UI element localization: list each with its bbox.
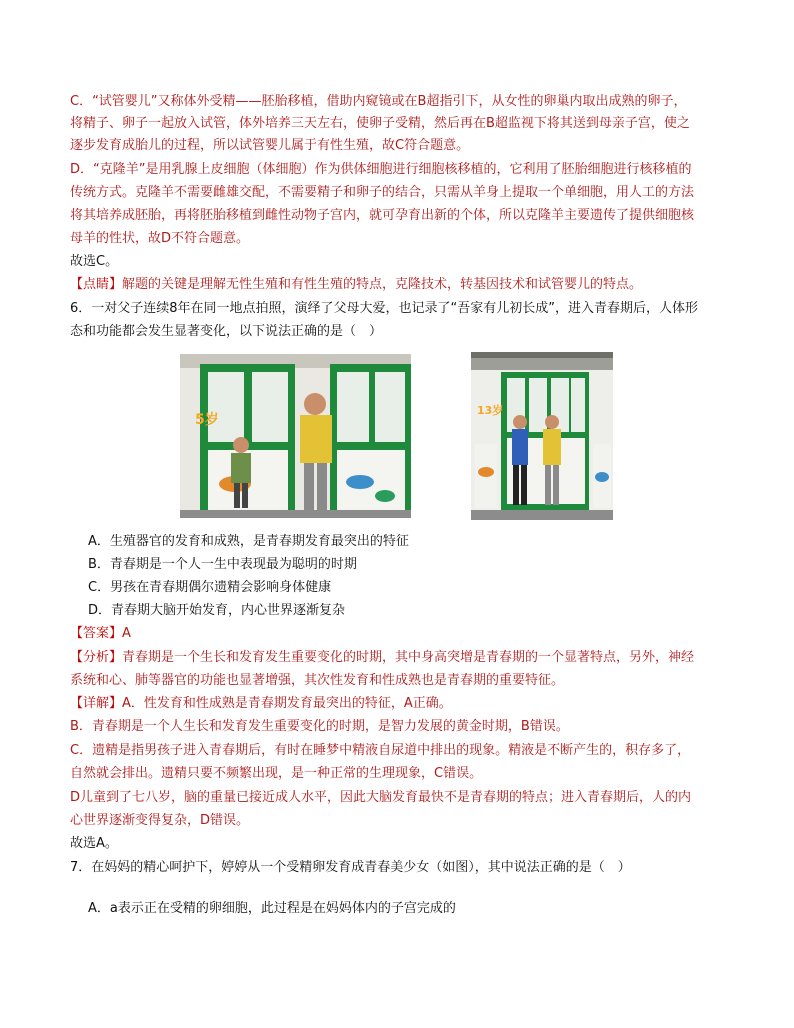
age-label: 13岁 [477,404,504,417]
analysis-text: 青春期是一个生长和发育发生重要变化的时期，其中身高突增是青春期的一个显著特点，另外，神经 [122,650,695,665]
answer-line [70,624,730,644]
text-line: 心世界逐渐变得复杂，D错误。 [70,813,250,828]
question-6-line1: 6．一对父子连续8年在同一地点拍照，演绎了父母大爱，也记录了“吾家有儿初长成”，进入青春期后，人体形 [70,301,699,316]
text-line: 将其培养成胚胎，再将胚胎移植到雌性动物子宫内，就可孕育出新的个体，所以克隆羊主要遗传了提供细胞核 [70,208,695,223]
answer-value: A [122,626,131,641]
question-6-line2: 态和功能都会发生显著变化，以下说法正确的是（ ） [70,324,383,339]
text-line: 将精子、卵子一起放入试管，体外培养三天左右，使卵子受精，然后再在B超监视下将其送到母亲子宫，使之 [70,116,690,131]
option-a: A．生殖器官的发育和成熟，是青春期发育最突出的特征 [88,534,409,549]
section-tag: 【点睛】 [70,277,123,292]
text-line: 母羊的性状，故D不符合题意。 [70,231,250,246]
age-label: 5岁 [195,412,219,428]
text-line: B．青春期是一个人生长和发育发生重要变化的时期，是智力发展的黄金时期，B错误。 [70,719,569,734]
detail-tag: 【详解】 [70,696,123,711]
option-d: D．青春期大脑开始发育，内心世界逐渐复杂 [88,603,346,618]
photo-age-13 [471,352,613,520]
text-line: 传统方式。克隆羊不需要雌雄交配，不需要精子和卵子的结合，只需从羊身上提取一个单细胞，用人工的方法 [70,185,695,200]
analysis-tag: 【分析】 [70,650,123,665]
section-text: 解题的关键是理解无性生殖和有性生殖的特点，克隆技术，转基因技术和试管婴儿的特点。 [122,277,643,292]
analysis-line [70,648,730,668]
question-7-option-a: A．a表示正在受精的卵细胞，此过程是在妈妈体内的子宫完成的 [88,901,456,916]
text-line: 自然就会排出。遗精只要不频繁出现，是一种正常的生理现象，C错误。 [70,766,483,781]
detail-text: A．性发育和性成熟是青春期发育最突出的特征，A正确。 [122,696,452,711]
answer-tag: 【答案】 [70,626,123,641]
option-b: B．青春期是一个人一生中表现最为聪明的时期 [88,557,357,572]
option-c: C．男孩在青春期偶尔遗精会影响身体健康 [88,580,332,595]
text-line: 逐步发育成胎儿的过程，所以试管婴儿属于有性生殖，故C符合题意。 [70,138,470,153]
text-line: D．“克隆羊”是用乳腺上皮细胞（体细胞）作为供体细胞进行细胞核移植的，它利用了胚胎细胞进行核移植的 [70,162,692,177]
text-line: 故选C。 [70,254,119,269]
text-line: C．遗精是指男孩子进入青春期后，有时在睡梦中精液自尿道中排出的现象。精液是不断产生的，积存多了， [70,743,691,758]
photo-age-5 [180,354,411,518]
text-line: 系统和心、肺等器官的功能也显著增强，其次性发育和性成熟也是青春期的重要特征。 [70,673,565,688]
text-line: 故选A。 [70,836,118,851]
text-line: D儿童到了七八岁，脑的重量已接近成人水平，因此大脑发育最快不是青春期的特点；进入青春期后，人的内 [70,790,692,805]
text-line [70,275,730,295]
text-line: C．“试管婴儿”又称体外受精——胚胎移植，借助内窥镜或在B超指引下，从女性的卵巢内取出成熟的卵子， [70,94,687,109]
question-7: 7．在妈妈的精心呵护下，婷婷从一个受精卵发育成青春美少女（如图），其中说法正确的是（ ） [70,860,631,875]
detail-line [70,694,730,714]
